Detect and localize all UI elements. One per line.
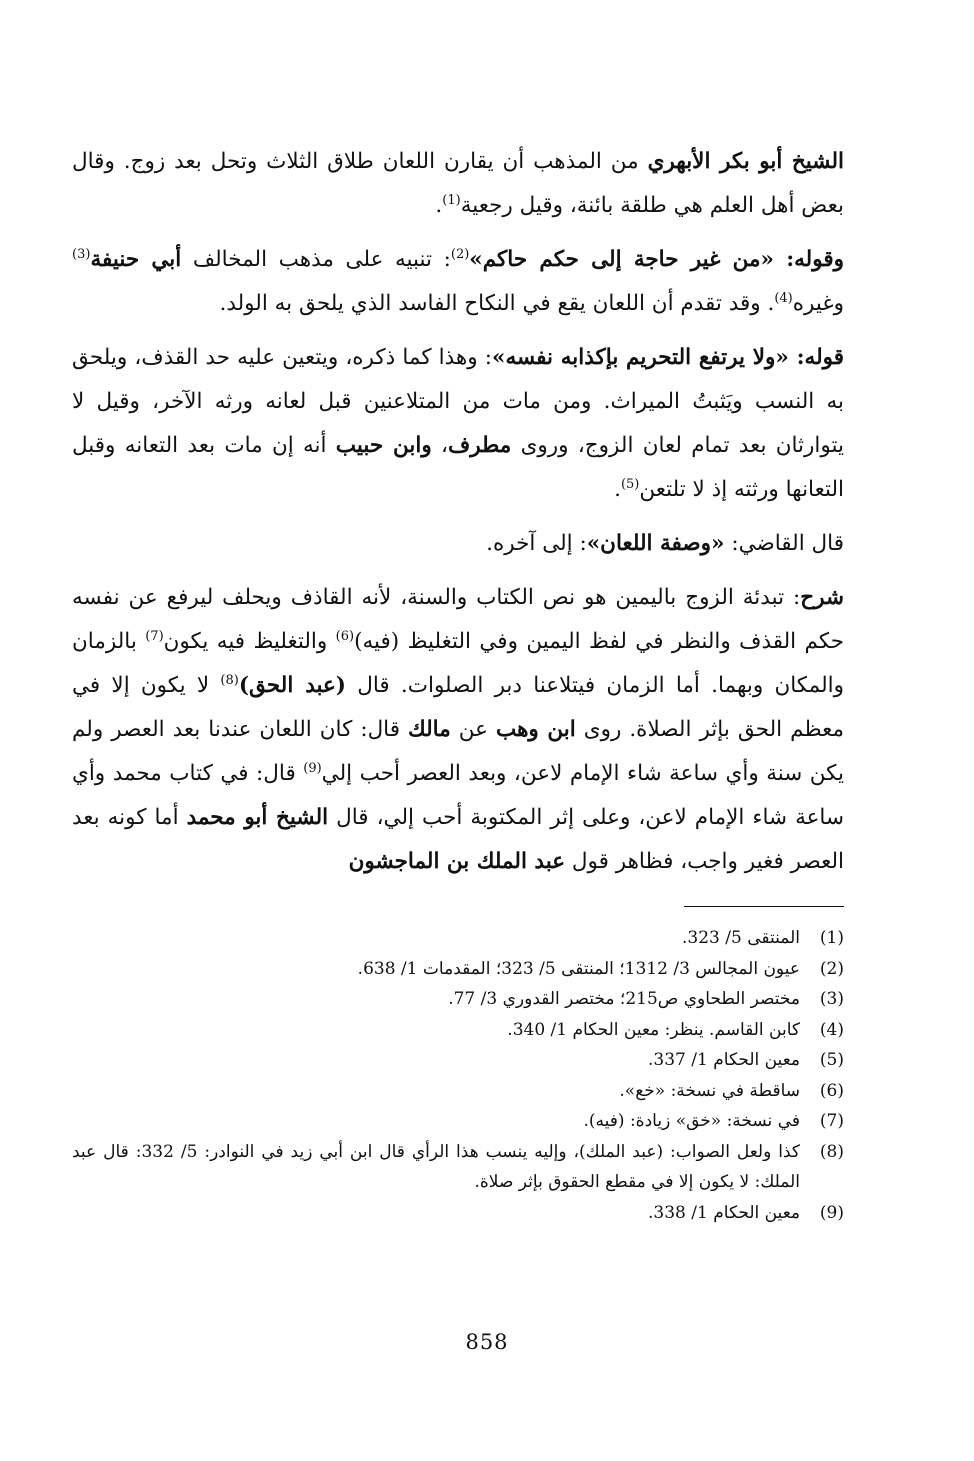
text-run: : تنبيه على مذهب المخالف: [181, 247, 451, 272]
footnote-number: (9): [819, 1202, 844, 1223]
text-run: : تبدئة الزوج باليمين هو نص الكتاب والسنة، لأنه القاذف ويحلف ليرفع عن نفسه حكم القذف والنظر في لفظ اليمين وفي التغليظ (فيه): [72, 585, 844, 654]
bold-text: مالك: [408, 717, 451, 742]
bold-text: قوله: «ولا يرتفع التحريم بإكذابه نفسه»: [492, 345, 845, 370]
bold-text: «وصفة اللعان»: [586, 531, 725, 556]
bold-text: الشيخ أبو بكر الأبهري: [647, 149, 844, 174]
footnote-number: (5): [819, 1050, 844, 1070]
bold-text: مطرف: [447, 433, 512, 458]
footnote-text: المنتقى 5/ 323.: [682, 928, 800, 948]
text-run: وغيره: [792, 291, 844, 316]
footnote-text: كذا ولعل الصواب: (عبد الملك)، وإليه ينسب هذا الرأي قال ابن أبي زيد في النوادر: 5/ 332: قال عبد الملك: لا يكون إلا في مقطع الحقوق بإثر صلاة.: [72, 1141, 800, 1192]
footnote-ref: (5): [620, 476, 640, 492]
bold-text: عبد الملك بن الماجشون: [348, 849, 566, 874]
footnote-ref: (9): [303, 760, 322, 776]
paragraph: [72, 238, 844, 326]
footnote-text: كابن القاسم. ينظر: معين الحكام 1/ 340.: [507, 1019, 800, 1040]
footnote: [72, 923, 844, 954]
footnote-number: (7): [819, 1111, 844, 1131]
footnote: [72, 984, 844, 1015]
footnote-ref: (7): [145, 628, 164, 644]
text-run: من المذهب أن يقارن اللعان طلاق الثلاث وتحل بعد زوج. وقال بعض أهل العلم هي طلقة بائنة، وقيل رجعية: [72, 149, 844, 218]
footnote-ref: (1): [442, 192, 461, 208]
text-run: أنه إن مات بعد التعانه وقبل التعانها ورثته إذ لا تلتعن: [72, 433, 844, 502]
footnote: [72, 954, 844, 985]
footnote-number: (2): [819, 958, 844, 979]
footnotes: [72, 923, 844, 1228]
footnote-ref: (3): [72, 246, 91, 262]
text-run: والتغليظ فيه يكون: [163, 629, 336, 654]
footnote: [72, 1198, 844, 1229]
text-run: أما كونه بعد العصر فغير واجب، فظاهر قول: [72, 805, 844, 874]
bold-text: أبي حنيفة: [90, 247, 182, 272]
footnote: [72, 1076, 844, 1107]
footnote-ref: (4): [774, 290, 793, 306]
text-run: : إلى آخره.: [486, 531, 587, 556]
text-run: : وهذا كما ذكره، ويتعين عليه حد القذف، ويلحق به النسب ويَثبتُ الميراث. ومن مات من المتلاعنين قبل لعانه ورثه الآخر، وقيل لا يتوارثان بعد تمام لعان الزوج، وروى: [72, 345, 844, 458]
footnote-text: معين الحكام 1/ 337.: [648, 1050, 800, 1070]
footnote-text: في نسخة: «خق» زيادة: (فيه).: [583, 1111, 800, 1131]
footnote-number: (4): [819, 1019, 844, 1040]
footnote-ref: (2): [450, 246, 470, 262]
main-text: [72, 140, 844, 884]
text-run: . وقد تقدم أن اللعان يقع في النكاح الفاسد الذي يلحق به الولد.: [219, 291, 775, 316]
text-run: .: [614, 477, 621, 502]
footnote-text: عيون المجالس 3/ 1312؛ المنتقى 5/ 323؛ المقدمات 1/ 638.: [357, 958, 800, 979]
page-number: 858: [465, 1330, 509, 1354]
footnote: [72, 1106, 844, 1137]
bold-text: ابن وهب: [495, 717, 576, 742]
footnote-divider: [684, 906, 844, 907]
footnote: [72, 1137, 844, 1198]
footnote-number: (6): [819, 1080, 844, 1101]
footnote: [72, 1045, 844, 1076]
text-run: .: [435, 193, 443, 218]
footnote-ref: (6): [335, 628, 355, 644]
footnote-text: ساقطة في نسخة: «خع».: [619, 1080, 800, 1101]
bold-text: الشيخ أبو محمد: [186, 805, 329, 830]
paragraph: [72, 576, 844, 884]
footnote-number: (8): [819, 1141, 844, 1162]
footnote-number: (3): [819, 989, 844, 1009]
footnote: [72, 1015, 844, 1046]
paragraph: [72, 522, 844, 566]
bold-text: وابن حبيب: [335, 433, 432, 458]
paragraph: [72, 140, 844, 228]
text-run: عن: [450, 717, 496, 742]
text-run: لا يكون إلا في معظم الحق بإثر الصلاة. روى: [72, 673, 844, 742]
text-run: قال: كان اللعان عندنا بعد العصر ولم يكن سنة وأي ساعة شاء الإمام لاعن، وبعد العصر أحب إلي: [72, 717, 845, 786]
footnote-number: (1): [819, 928, 844, 948]
footnote-ref: (8): [220, 672, 239, 688]
paragraph: [72, 336, 844, 512]
footnote-text: معين الحكام 1/ 338.: [648, 1202, 800, 1223]
bold-text: شرح: [800, 585, 844, 610]
text-run: ،: [431, 433, 448, 458]
bold-text: وقوله: «من غير حاجة إلى حكم حاكم»: [469, 247, 844, 272]
footnote-text: مختصر الطحاوي ص215؛ مختصر القدوري 3/ 77.: [448, 989, 800, 1009]
text-run: قال القاضي:: [724, 531, 844, 556]
text-run: بالزمان والمكان وبهما. أما الزمان فيتلاعنا دبر الصلوات. قال: [72, 629, 845, 698]
text-run: قال: في كتاب محمد وأي ساعة شاء الإمام لاعن، وعلى إثر المكتوبة أحب إلي، قال: [72, 761, 844, 830]
bold-text: (عبد الحق): [238, 673, 346, 698]
